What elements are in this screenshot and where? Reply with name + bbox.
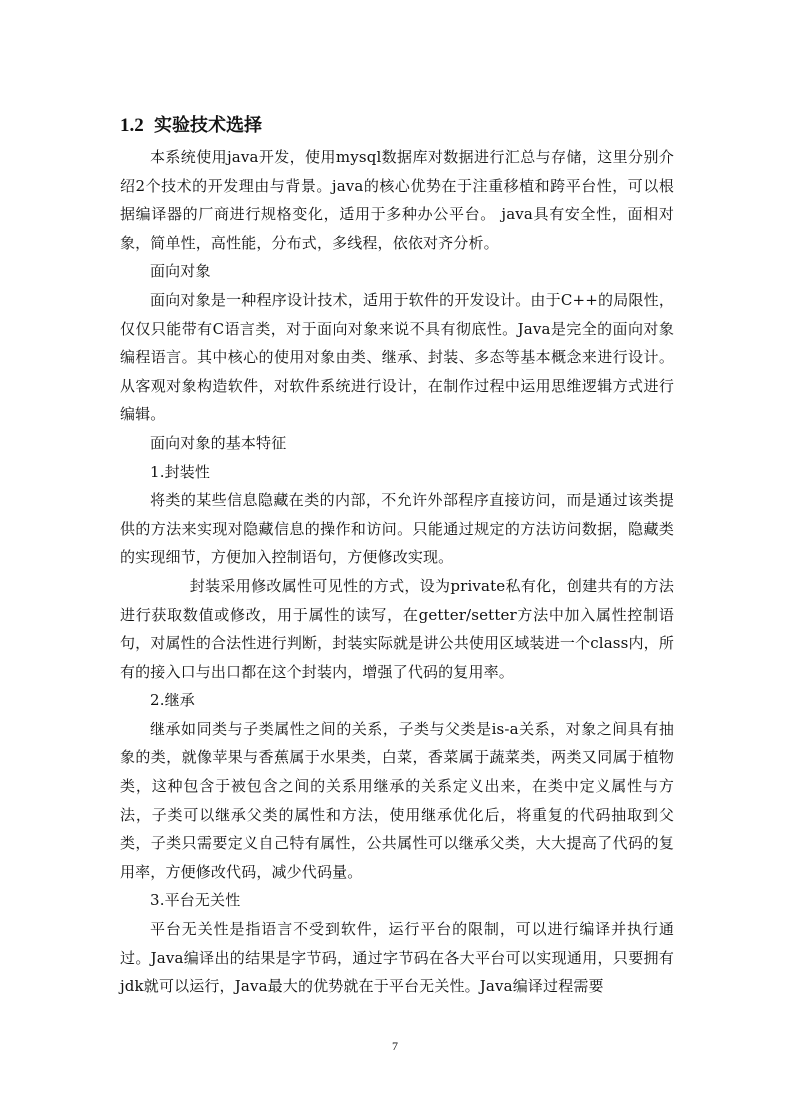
paragraph-inheritance: 继承如同类与子类属性之间的关系，子类与父类是is-a关系，对象之间具有抽象的类，就像苹果与香蕉属于水果类，白菜，香菜属于蔬菜类，两类又同属于植物类，这种包含于被包含之间的关系用继承的关系定义出来，在类中定义属性与方法，子类可以继承父类的属性和方法，使用继承优化后，将重复的代码抽取到父类，子类只需要定义自己特有属性，公共属性可以继承父类，大大提高了代码的复用率，方便修改代码，减少代码量。 [120,719,674,881]
paragraph-object-oriented: 面向对象是一种程序设计技术，适用于软件的开发设计。由于C++的局限性，仅仅只能带有C语言类，对于面向对象来说不具有彻底性。Java是完全的面向对象编程语言。其中核心的使用对象由类、继承、封装、多态等基本概念来进行设计。从客观对象构造软件，对软件系统进行设计，在制作过程中运用思维逻辑方式进行编辑。 [120,290,674,424]
section-heading [120,112,262,140]
subheading-inheritance: 2.继承 [150,691,195,710]
subheading-encapsulation: 1.封装性 [150,462,211,481]
paragraph-intro: 本系统使用java开发，使用mysql数据库对数据进行汇总与存储，这里分别介绍2个技术的开发理由与背景。java的核心优势在于注重移植和跨平台性，可以根据编译器的厂商进行规格变化，适用于多种办公平台。 java具有安全性，面相对象，简单性，高性能，分布式，多线程，依依对齐分析。 [120,148,674,252]
subheading-platform-independence: 3.平台无关性 [150,891,241,910]
paragraph-platform-independence: 平台无关性是指语言不受到软件，运行平台的限制，可以进行编译并执行通过。Java编译出的结果是字节码，通过字节码在各大平台可以实现通用，只要拥有jdk就可以运行，Java最大的优势就在于平台无关性。Java编译过程需要 [120,920,674,996]
body-text [120,143,674,1001]
subheading-object-oriented: 面向对象 [150,262,211,281]
subheading-basic-features: 面向对象的基本特征 [150,433,287,452]
section-number: 1.2 [120,115,144,136]
page-number: 7 [392,1039,398,1053]
section-title: 实验技术选择 [154,115,262,136]
paragraph-encapsulation: 将类的某些信息隐藏在类的内部，不允许外部程序直接访问，而是通过该类提供的方法来实现对隐藏信息的操作和访问。只能通过规定的方法访问数据，隐藏类的实现细节，方便加入控制语句，方便修改实现。 [120,491,674,567]
paragraph-encapsulation-method: 封装采用修改属性可见性的方式，设为private私有化，创建共有的方法进行获取数值或修改，用于属性的读写，在getter/setter方法中加入属性控制语句，对属性的合法性进行判断，封装实际就是讲公共使用区域装进一个class内，所有的接入口与出口都在这个封装内，增强了代码的复用率。 [120,576,674,681]
